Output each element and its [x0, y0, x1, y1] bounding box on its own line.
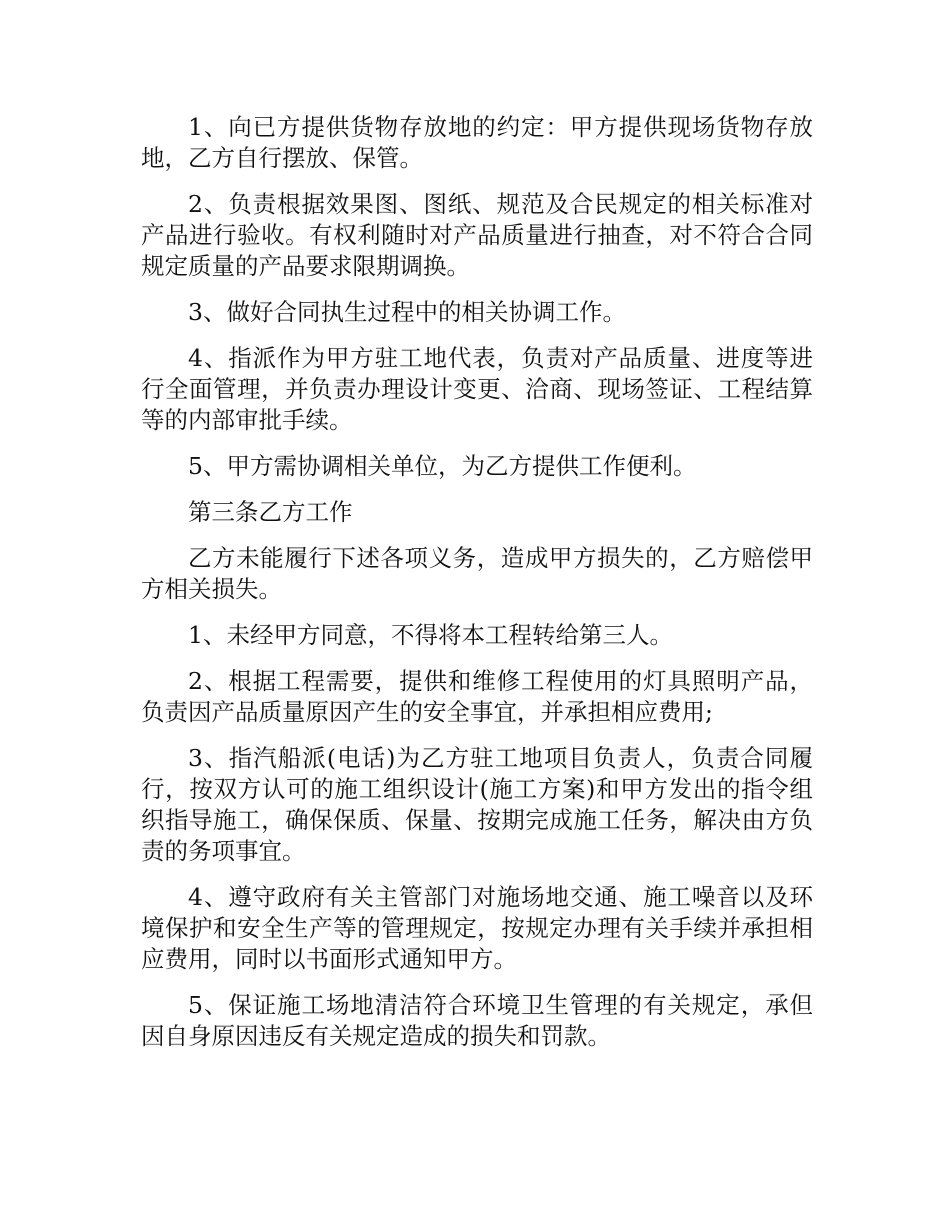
paragraph-duty-1: 1、未经甲方同意，不得将本工程转给第三人。: [188, 621, 673, 649]
paragraph-obligation-2: 2、负责根据效果图、图纸、规范及合民规定的相关标准对产品进行验收。有权利随时对产品质量进行抽查，对不符合合同规定质量的产品要求限期调换。: [141, 190, 813, 280]
section-heading: 第三条乙方工作: [188, 498, 353, 526]
paragraph-obligation-5: 5、甲方需协调相关单位，为乙方提供工作便利。: [188, 452, 697, 480]
document-body: [141, 112, 813, 1067]
paragraph-duty-4: 4、遵守政府有关主管部门对施场地交通、施工噪音以及环境保护和安全生产等的管理规定，按规定办理有关手续并承担相应费用，同时以书面形式通知甲方。: [141, 883, 813, 973]
paragraph-duty-3: 3、指汽船派(电话)为乙方驻工地项目负责人，负责合同履行，按双方认可的施工组织设计(施工方案)和甲方发出的指令组织指导施工，确保保质、保量、按期完成施工任务，解决由方负责的务项事宜。: [141, 744, 813, 865]
paragraph-obligation-3: 3、做好合同执生过程中的相关协调工作。: [188, 298, 626, 326]
paragraph-intro: 乙方未能履行下述各项义务，造成甲方损失的，乙方赔偿甲方相关损失。: [141, 544, 813, 603]
paragraph-obligation-4: 4、指派作为甲方驻工地代表，负责对产品质量、进度等进行全面管理，并负责办理设计变更、洽商、现场签证、工程结算等的内部审批手续。: [141, 344, 813, 434]
paragraph-obligation-1: 1、向已方提供货物存放地的约定：甲方提供现场货物存放地，乙方自行摆放、保管。: [141, 113, 813, 172]
paragraph-duty-5: 5、保证施工场地清洁符合环境卫生管理的有关规定，承但因自身原因违反有关规定造成的损失和罚款。: [141, 991, 813, 1050]
paragraph-duty-2: 2、根据工程需要，提供和维修工程使用的灯具照明产品，负责因产品质量原因产生的安全事宜，并承担相应费用;: [141, 667, 813, 726]
